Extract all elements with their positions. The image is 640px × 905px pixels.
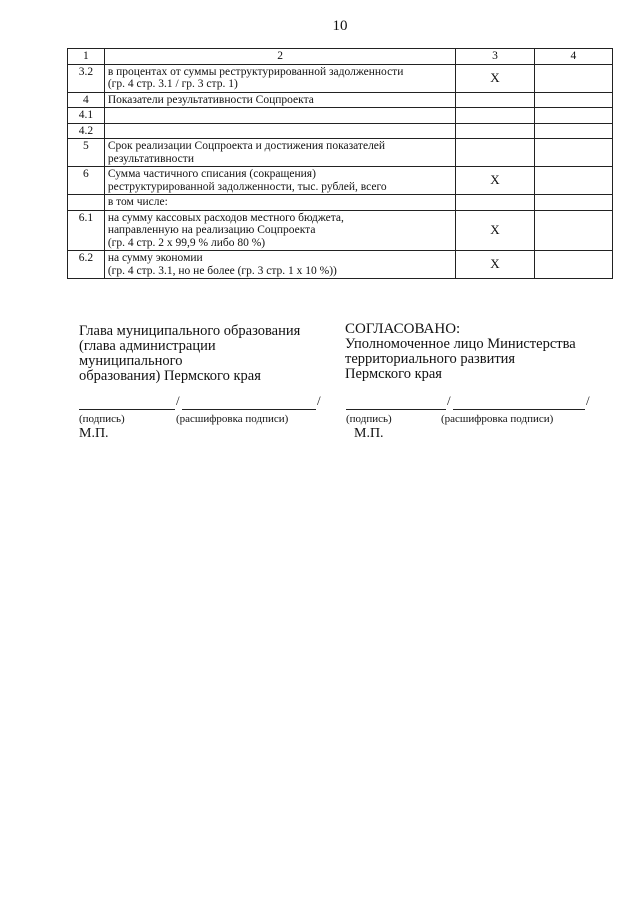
row-col3-cell xyxy=(456,195,534,211)
table-row xyxy=(68,167,613,195)
row-col3-cell: X xyxy=(456,251,534,279)
row-col3-cell xyxy=(456,123,534,139)
right-signature-line[interactable] xyxy=(346,394,446,410)
row-description-cell xyxy=(104,108,456,124)
row-col4-cell xyxy=(534,167,612,195)
right-caption-sign: (подпись) xyxy=(346,413,392,425)
row-col3-cell xyxy=(456,92,534,108)
left-title-line: Глава муниципального образования xyxy=(79,323,301,339)
right-title-line: Пермского края xyxy=(345,366,442,382)
row-col4-cell xyxy=(534,139,612,167)
row-col4-cell xyxy=(534,92,612,108)
description-line: Сумма частичного списания (сокращения) xyxy=(107,168,316,180)
description-line: Срок реализации Соцпроекта и достижения показателей xyxy=(107,140,386,152)
left-decode-line[interactable] xyxy=(182,394,316,410)
row-number-cell: 3.2 xyxy=(68,64,105,92)
row-number-cell: 6 xyxy=(68,167,105,195)
description-line: направленную на реализацию Соцпроекта xyxy=(107,224,316,236)
description-line: на сумму экономии xyxy=(107,252,203,264)
left-title-line: (глава администрации xyxy=(79,338,216,354)
right-slash: / xyxy=(447,393,451,408)
table-row xyxy=(68,64,613,92)
right-signature-title xyxy=(345,322,615,382)
left-title-line: муниципального xyxy=(79,353,183,369)
row-col3-cell xyxy=(456,139,534,167)
header-cell-4: 4 xyxy=(534,49,612,65)
row-description-cell xyxy=(104,92,456,108)
row-col3-cell: X xyxy=(456,210,534,251)
description-line: результативности xyxy=(107,152,194,165)
table-row xyxy=(68,210,613,251)
row-number-cell: 4 xyxy=(68,92,105,108)
row-description-cell xyxy=(104,210,456,251)
right-title-line: Уполномоченное лицо Министерства xyxy=(345,336,576,352)
description-line xyxy=(108,125,453,138)
description-line: (гр. 4 стр. 3.1 / гр. 3 стр. 1) xyxy=(107,78,238,90)
description-line: реструктурированной задолженности, тыс. рублей, всего xyxy=(107,180,387,193)
row-col4-cell xyxy=(534,64,612,92)
row-description-cell xyxy=(104,123,456,139)
left-slash: / xyxy=(176,393,180,408)
description-line: в процентах от суммы реструктурированной задолженности xyxy=(107,65,404,78)
row-number-cell: 6.1 xyxy=(68,210,105,251)
header-cell-2: 2 xyxy=(104,49,456,65)
table-row xyxy=(68,92,613,108)
header-cell-3: 3 xyxy=(456,49,534,65)
right-slash-end: / xyxy=(586,393,590,408)
description-line: (гр. 4 стр. 3.1, но не более (гр. 3 стр. 1 х 10 %)) xyxy=(107,264,337,277)
table-row xyxy=(68,195,613,211)
description-line: на сумму кассовых расходов местного бюджета, xyxy=(107,211,344,224)
header-cell-1: 1 xyxy=(68,49,105,65)
description-line: Показатели результативности Соцпроекта xyxy=(107,93,314,106)
row-number-cell: 4.2 xyxy=(68,123,105,139)
table-header-row xyxy=(68,49,613,65)
left-caption-decode: (расшифровка подписи) xyxy=(176,413,289,425)
table-row xyxy=(68,251,613,279)
row-col4-cell xyxy=(534,210,612,251)
right-title-line: территориального развития xyxy=(345,351,516,367)
row-description-cell xyxy=(104,139,456,167)
left-caption-sign: (подпись) xyxy=(79,413,125,425)
table-row xyxy=(68,139,613,167)
page-number: 10 xyxy=(332,18,348,34)
right-stamp-label: М.П. xyxy=(354,426,384,441)
left-signature-line[interactable] xyxy=(79,394,175,410)
right-decode-line[interactable] xyxy=(453,394,585,410)
row-description-cell xyxy=(104,167,456,195)
row-col4-cell xyxy=(534,195,612,211)
row-description-cell xyxy=(104,195,456,211)
row-col3-cell xyxy=(456,108,534,124)
row-number-cell: 5 xyxy=(68,139,105,167)
right-caption-decode: (расшифровка подписи) xyxy=(441,413,554,425)
description-line: в том числе: xyxy=(107,196,168,208)
description-line: (гр. 4 стр. 2 х 99,9 % либо 80 %) xyxy=(107,236,266,249)
row-description-cell xyxy=(104,251,456,279)
row-description-cell xyxy=(104,64,456,92)
row-col4-cell xyxy=(534,108,612,124)
table-row xyxy=(68,108,613,124)
right-title-line: СОГЛАСОВАНО: xyxy=(345,321,461,337)
description-line xyxy=(108,109,453,122)
left-title-line: образования) Пермского края xyxy=(79,368,261,384)
table-row xyxy=(68,123,613,139)
indicators-table xyxy=(67,48,613,279)
row-col3-cell: X xyxy=(456,167,534,195)
left-slash-end: / xyxy=(317,393,321,408)
row-col3-cell: X xyxy=(456,64,534,92)
row-col4-cell xyxy=(534,123,612,139)
row-number-cell xyxy=(68,195,105,211)
row-col4-cell xyxy=(534,251,612,279)
left-signature-title xyxy=(79,324,329,384)
row-number-cell: 4.1 xyxy=(68,108,105,124)
row-number-cell: 6.2 xyxy=(68,251,105,279)
left-stamp-label: М.П. xyxy=(79,426,109,441)
